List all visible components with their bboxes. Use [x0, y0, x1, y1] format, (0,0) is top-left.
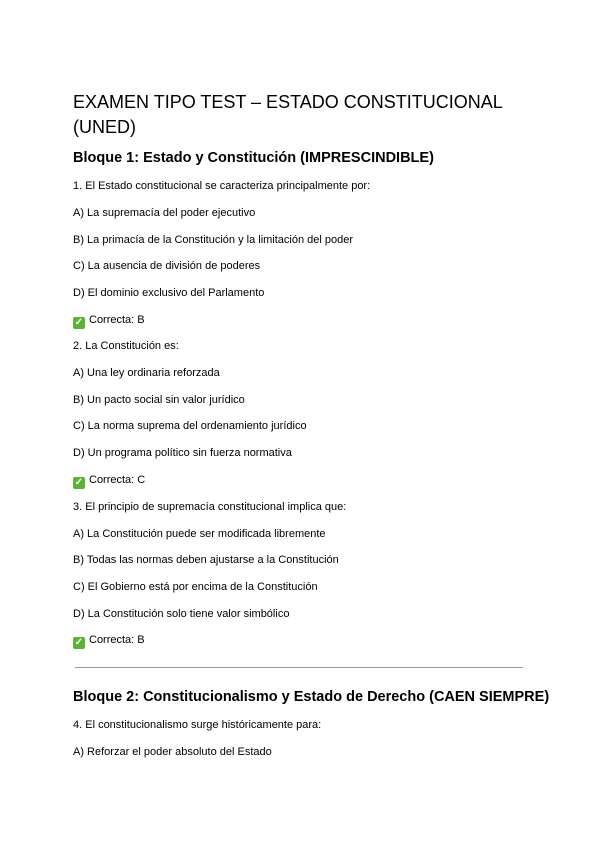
q3-answer — [73, 633, 145, 649]
question-3: 3. El principio de supremacía constitucional implica que: — [73, 501, 347, 513]
q1-option-c: C) La ausencia de división de poderes — [73, 260, 261, 272]
q3-option-a: A) La Constitución puede ser modificada libremente — [73, 528, 326, 540]
q1-option-d: D) El dominio exclusivo del Parlamento — [73, 287, 265, 299]
q2-option-a: A) Una ley ordinaria reforzada — [73, 367, 220, 379]
q4-option-a: A) Reforzar el poder absoluto del Estado — [73, 746, 272, 758]
q1-answer-text: Correcta: B — [89, 314, 145, 326]
question-2: 2. La Constitución es: — [73, 340, 179, 352]
q2-answer — [73, 473, 145, 489]
q1-answer — [73, 313, 145, 329]
block-2-heading: Bloque 2: Constitucionalismo y Estado de Derecho (CAEN SIEMPRE) — [73, 689, 550, 705]
q3-option-d: D) La Constitución solo tiene valor simbólico — [73, 608, 290, 620]
q3-option-b: B) Todas las normas deben ajustarse a la Constitución — [73, 554, 339, 566]
q2-option-c: C) La norma suprema del ordenamiento jurídico — [73, 420, 307, 432]
document-title: EXAMEN TIPO TEST – ESTADO CONSTITUCIONAL (UNED) — [73, 92, 503, 137]
q2-option-b: B) Un pacto social sin valor jurídico — [73, 394, 245, 406]
q3-answer-text: Correcta: B — [89, 634, 145, 646]
question-4: 4. El constitucionalismo surge históricamente para: — [73, 719, 322, 731]
q2-option-d: D) Un programa político sin fuerza normativa — [73, 447, 292, 459]
q1-option-a: A) La supremacía del poder ejecutivo — [73, 207, 256, 219]
q1-option-b: B) La primacía de la Constitución y la limitación del poder — [73, 234, 354, 246]
check-mark-icon: ✓ — [74, 317, 84, 328]
q2-answer-text: Correcta: C — [89, 474, 146, 486]
q3-option-c: C) El Gobierno está por encima de la Constitución — [73, 581, 318, 593]
check-mark-icon: ✓ — [74, 477, 84, 488]
section-divider — [75, 667, 523, 668]
block-1-heading: Bloque 1: Estado y Constitución (IMPRESCINDIBLE) — [73, 150, 434, 166]
question-1: 1. El Estado constitucional se caracteriza principalmente por: — [73, 180, 371, 192]
check-mark-icon: ✓ — [74, 637, 84, 648]
